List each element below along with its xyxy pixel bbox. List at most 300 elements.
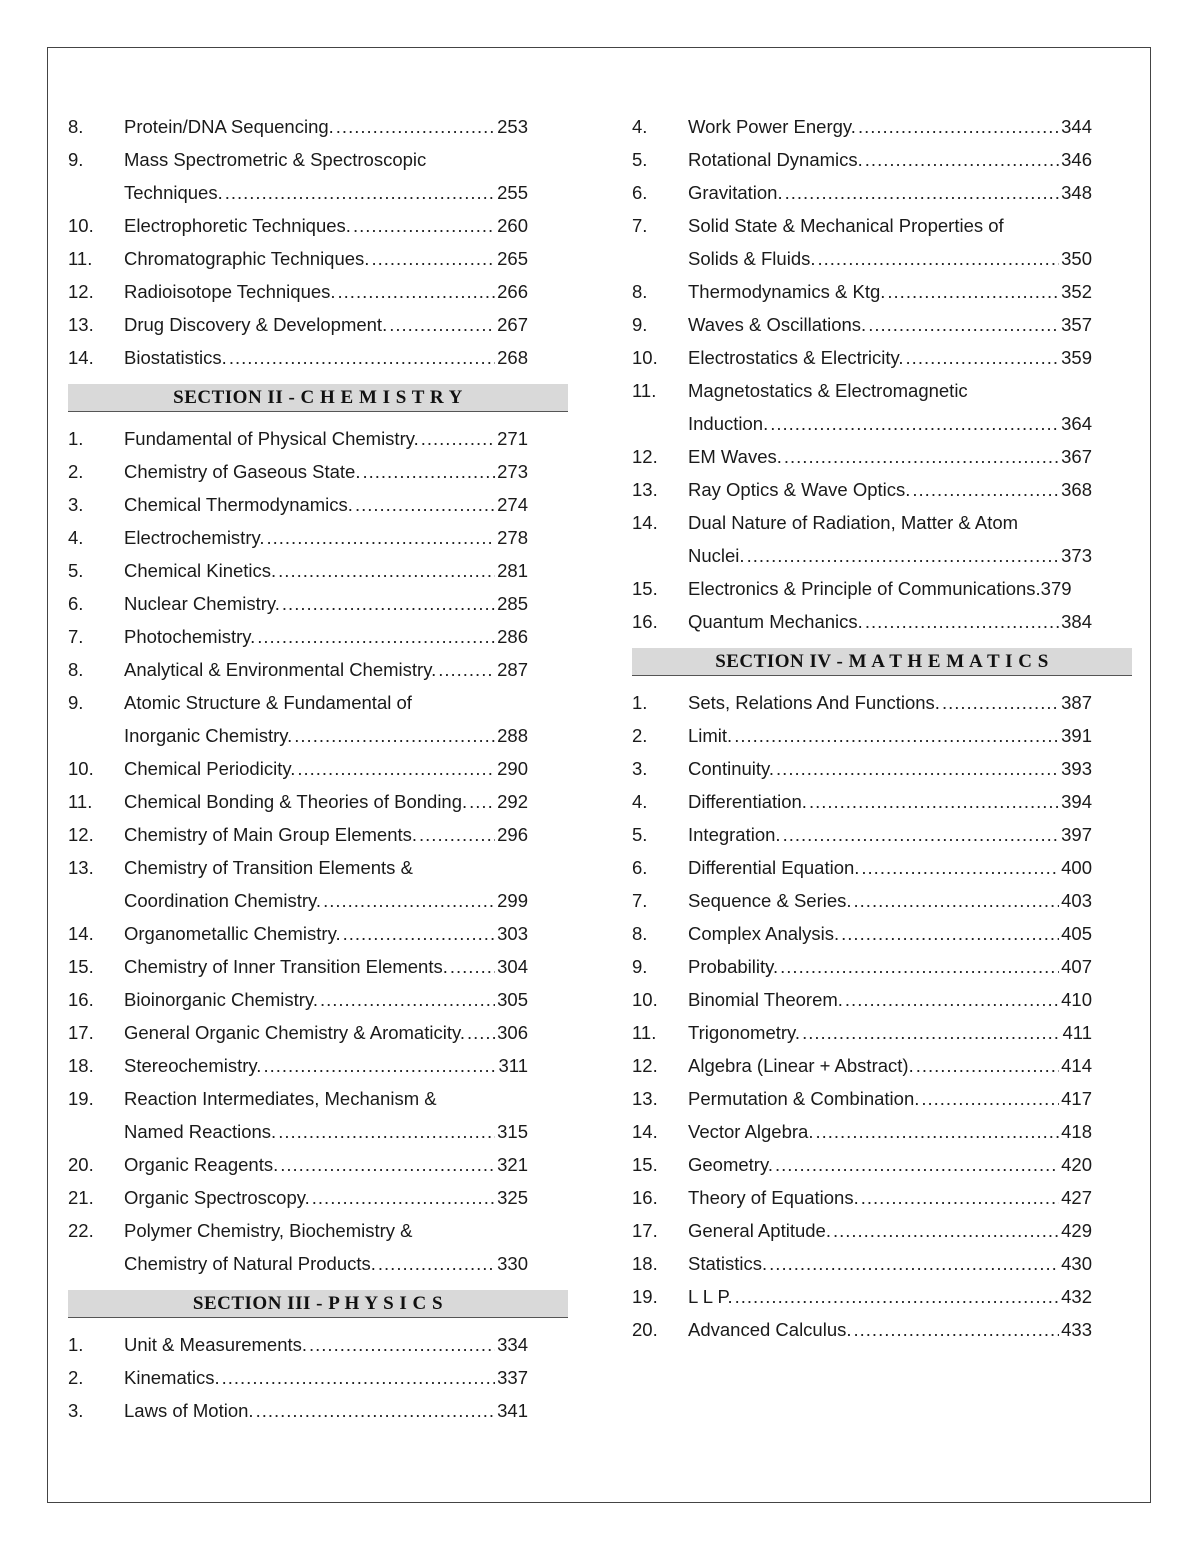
dot-leader (942, 686, 1059, 719)
entry-title: General Organic Chemistry & Aromaticity. (124, 1022, 465, 1043)
entry-title: Kinematics. (124, 1367, 220, 1388)
entry-number: 9. (68, 692, 84, 713)
toc-entry (68, 686, 568, 719)
entry-title: Differentiation. (688, 791, 807, 812)
section-heading: SECTION IV - M A T H E M A T I C S (632, 648, 1132, 676)
entry-title: Algebra (Linear + Abstract). (688, 1055, 914, 1076)
toc-entry (632, 275, 1132, 308)
toc-entry (632, 917, 1132, 950)
dot-leader (278, 1115, 495, 1148)
entry-number: 18. (68, 1055, 94, 1076)
toc-entry (68, 488, 568, 521)
dot-leader (865, 605, 1059, 638)
entry-page-number: 357 (1061, 314, 1092, 335)
dot-leader (257, 620, 495, 653)
entry-page-number: 400 (1061, 857, 1092, 878)
section-heading: SECTION II - C H E M I S T R Y (68, 384, 568, 412)
entry-title: Protein/DNA Sequencing. (124, 116, 334, 137)
toc-entry (68, 455, 568, 488)
dot-leader (783, 818, 1060, 851)
entry-title: Gravitation. (688, 182, 783, 203)
entry-title: Polymer Chemistry, Biochemistry & (124, 1220, 413, 1241)
toc-entry (632, 851, 1132, 884)
entry-page-number: 255 (497, 182, 528, 203)
entry-title: Limit. (688, 725, 733, 746)
entry-title: Vector Algebra. (688, 1121, 814, 1142)
dot-leader (280, 1148, 495, 1181)
dot-leader (906, 341, 1060, 374)
dot-leader (775, 1148, 1059, 1181)
dot-leader (833, 1214, 1059, 1247)
toc-entry (68, 521, 568, 554)
dot-leader (312, 1181, 495, 1214)
toc-entry (632, 1148, 1132, 1181)
entry-page-number: 391 (1061, 725, 1092, 746)
dot-leader (747, 539, 1060, 572)
entry-number: 2. (68, 1367, 84, 1388)
entry-title: Inorganic Chemistry. (124, 725, 293, 746)
entry-number: 9. (68, 149, 84, 170)
entry-number: 10. (632, 347, 658, 368)
dot-leader (355, 488, 495, 521)
entry-title: Organometallic Chemistry. (124, 923, 341, 944)
dot-leader (353, 209, 495, 242)
dot-leader (229, 341, 495, 374)
toc-entry (68, 818, 568, 851)
dot-leader (469, 785, 495, 818)
entry-number: 13. (632, 479, 658, 500)
dot-leader (336, 110, 495, 143)
entry-number: 15. (68, 956, 94, 977)
entry-title: Stereochemistry. (124, 1055, 262, 1076)
entry-number: 18. (632, 1253, 658, 1274)
dot-leader (263, 1049, 496, 1082)
toc-entry (632, 572, 1132, 605)
dot-leader (841, 917, 1059, 950)
entry-number: 16. (632, 1187, 658, 1208)
entry-number: 3. (68, 1400, 84, 1421)
entry-title: Magnetostatics & Electromagnetic (688, 380, 968, 401)
entry-page-number: 433 (1061, 1319, 1092, 1340)
toc-entry (68, 209, 568, 242)
toc-entry (632, 1313, 1132, 1346)
entry-title: Organic Reagents. (124, 1154, 279, 1175)
toc-entry (68, 620, 568, 653)
entry-title: Nuclear Chemistry. (124, 593, 280, 614)
entry-title: Quantum Mechanics. (688, 611, 863, 632)
entry-title: Organic Spectroscopy. (124, 1187, 310, 1208)
dot-leader (267, 521, 496, 554)
entry-title: Chemistry of Gaseous State. (124, 461, 361, 482)
entry-number: 20. (68, 1154, 94, 1175)
toc-entry (68, 1394, 568, 1427)
toc-entry (632, 242, 1132, 275)
entry-page-number: 350 (1061, 248, 1092, 269)
toc-entry (632, 440, 1132, 473)
entry-page-number: 273 (497, 461, 528, 482)
toc-entry (632, 308, 1132, 341)
entry-page-number: 379 (1040, 578, 1072, 599)
entry-title: Mass Spectrometric & Spectroscopic (124, 149, 427, 170)
entry-page-number: 407 (1061, 956, 1092, 977)
dot-leader (450, 950, 495, 983)
entry-title: Rotational Dynamics. (688, 149, 863, 170)
toc-entry (632, 818, 1132, 851)
entry-title: Binomial Theorem. (688, 989, 843, 1010)
entry-number: 13. (68, 314, 94, 335)
section-heading: SECTION III - P H Y S I C S (68, 1290, 568, 1318)
toc-entry (68, 1328, 568, 1361)
entry-number: 1. (68, 428, 84, 449)
toc-entry (68, 1214, 568, 1247)
entry-title: Dual Nature of Radiation, Matter & Atom (688, 512, 1019, 533)
entry-number: 8. (68, 659, 84, 680)
entry-page-number: 303 (497, 923, 528, 944)
toc-entry (632, 374, 1132, 407)
toc-entry (68, 785, 568, 818)
entry-number: 5. (632, 149, 648, 170)
dot-leader (887, 275, 1059, 308)
entry-number: 1. (68, 1334, 84, 1355)
toc-entry (632, 341, 1132, 374)
entry-title: Chemistry of Transition Elements & (124, 857, 413, 878)
toc-entry (68, 143, 568, 176)
entry-number: 6. (68, 593, 84, 614)
entry-page-number: 346 (1061, 149, 1092, 170)
dot-leader (256, 1394, 496, 1427)
toc-entry (632, 209, 1132, 242)
entry-number: 19. (632, 1286, 658, 1307)
entry-page-number: 352 (1061, 281, 1092, 302)
dot-leader (912, 473, 1059, 506)
toc-entry (632, 785, 1132, 818)
dot-leader (438, 653, 495, 686)
entry-page-number: 373 (1061, 545, 1092, 566)
entry-title: L L P. (688, 1286, 733, 1307)
entry-title: Chromatographic Techniques. (124, 248, 370, 269)
entry-page-number: 288 (497, 725, 528, 746)
dot-leader (343, 917, 496, 950)
dot-leader (861, 1181, 1059, 1214)
entry-page-number: 267 (497, 314, 528, 335)
entry-title: Solids & Fluids. (688, 248, 816, 269)
entry-page-number: 418 (1061, 1121, 1092, 1142)
entry-title: Differential Equation. (688, 857, 860, 878)
entry-number: 5. (632, 824, 648, 845)
entry-page-number: 286 (497, 626, 528, 647)
entry-title: Unit & Measurements. (124, 1334, 308, 1355)
entry-number: 4. (632, 116, 648, 137)
entry-page-number: 285 (497, 593, 528, 614)
dot-leader (784, 440, 1059, 473)
dot-leader (419, 818, 495, 851)
entry-page-number: 417 (1061, 1088, 1092, 1109)
entry-title: Named Reactions. (124, 1121, 277, 1142)
entry-number: 3. (68, 494, 84, 515)
entry-page-number: 306 (497, 1022, 528, 1043)
entry-title: Continuity. (688, 758, 775, 779)
toc-entry (632, 1082, 1132, 1115)
dot-leader (297, 752, 495, 785)
dot-leader (845, 983, 1059, 1016)
toc-entry (68, 422, 568, 455)
toc-entry (632, 983, 1132, 1016)
entry-title: Chemical Periodicity. (124, 758, 296, 779)
dot-leader (809, 785, 1059, 818)
toc-entry (68, 752, 568, 785)
entry-number: 6. (632, 857, 648, 878)
entry-page-number: 359 (1061, 347, 1092, 368)
entry-number: 16. (632, 611, 658, 632)
dot-leader (421, 422, 495, 455)
entry-number: 13. (68, 857, 94, 878)
entry-page-number: 290 (497, 758, 528, 779)
entry-page-number: 387 (1061, 692, 1092, 713)
entry-page-number: 325 (497, 1187, 528, 1208)
toc-entry (68, 1148, 568, 1181)
dot-leader (865, 143, 1059, 176)
toc-entry (632, 110, 1132, 143)
entry-number: 11. (68, 791, 93, 812)
entry-page-number: 414 (1061, 1055, 1092, 1076)
entry-number: 11. (632, 1022, 657, 1043)
toc-entry (632, 884, 1132, 917)
toc-entry (632, 752, 1132, 785)
dot-leader (734, 719, 1059, 752)
dot-leader (802, 1016, 1060, 1049)
entry-number: 7. (68, 626, 84, 647)
entry-page-number: 394 (1061, 791, 1092, 812)
entry-title: Waves & Oscillations. (688, 314, 867, 335)
entry-number: 15. (632, 1154, 658, 1175)
toc-entry (68, 917, 568, 950)
toc-entry (632, 1049, 1132, 1082)
toc-entry (68, 176, 568, 209)
toc-entry (632, 1016, 1132, 1049)
entry-number: 8. (68, 116, 84, 137)
entry-title: Probability. (688, 956, 779, 977)
dot-leader (769, 1247, 1059, 1280)
dot-leader (776, 752, 1059, 785)
entry-number: 3. (632, 758, 648, 779)
dot-leader (858, 110, 1059, 143)
entry-number: 2. (68, 461, 84, 482)
entry-page-number: 364 (1061, 413, 1092, 434)
entry-page-number: 296 (497, 824, 528, 845)
entry-number: 14. (632, 1121, 658, 1142)
entry-title: Chemical Kinetics. (124, 560, 277, 581)
entry-title: Techniques. (124, 182, 223, 203)
entry-title: Reaction Intermediates, Mechanism & (124, 1088, 437, 1109)
entry-number: 9. (632, 956, 648, 977)
toc-entry (632, 539, 1132, 572)
entry-page-number: 403 (1061, 890, 1092, 911)
toc-entry (632, 407, 1132, 440)
entry-page-number: 427 (1061, 1187, 1092, 1208)
dot-leader (309, 1328, 495, 1361)
entry-page-number: 368 (1061, 479, 1092, 500)
entry-title: Radioisotope Techniques. (124, 281, 336, 302)
entry-title: Work Power Energy. (688, 116, 856, 137)
toc-entry (68, 1181, 568, 1214)
toc-entry (68, 950, 568, 983)
entry-number: 17. (68, 1022, 94, 1043)
entry-title: Statistics. (688, 1253, 768, 1274)
entry-number: 14. (68, 923, 94, 944)
toc-entry (68, 587, 568, 620)
toc-entry (632, 950, 1132, 983)
entry-page-number: 304 (497, 956, 528, 977)
entry-page-number: 274 (497, 494, 528, 515)
toc-column-left (68, 110, 568, 1427)
dot-leader (861, 851, 1059, 884)
entry-number: 8. (632, 281, 648, 302)
entry-page-number: 299 (497, 890, 528, 911)
dot-leader (735, 1280, 1060, 1313)
toc-entry (68, 1016, 568, 1049)
entry-page-number: 253 (497, 116, 528, 137)
entry-title: Electrochemistry. (124, 527, 265, 548)
entry-page-number: 420 (1061, 1154, 1092, 1175)
entry-title: Sequence & Series. (688, 890, 852, 911)
toc-column-right (632, 110, 1132, 1346)
entry-title: Sets, Relations And Functions. (688, 692, 940, 713)
dot-leader (294, 719, 495, 752)
entry-number: 12. (68, 824, 94, 845)
dot-leader (916, 1049, 1059, 1082)
entry-number: 4. (68, 527, 84, 548)
dot-leader (780, 950, 1059, 983)
entry-title: Geometry. (688, 1154, 773, 1175)
toc-entry (632, 605, 1132, 638)
entry-number: 7. (632, 215, 648, 236)
dot-leader (378, 1247, 495, 1280)
entry-title: Atomic Structure & Fundamental of (124, 692, 412, 713)
entry-title: Fundamental of Physical Chemistry. (124, 428, 419, 449)
entry-page-number: 334 (497, 1334, 528, 1355)
dot-leader (371, 242, 495, 275)
entry-number: 4. (632, 791, 648, 812)
entry-title: Permutation & Combination. (688, 1088, 920, 1109)
entry-title: Thermodynamics & Ktg. (688, 281, 886, 302)
entry-number: 14. (68, 347, 94, 368)
entry-page-number: 278 (497, 527, 528, 548)
entry-page-number: 260 (497, 215, 528, 236)
dot-leader (467, 1016, 495, 1049)
dot-leader (222, 1361, 496, 1394)
entry-title: Chemical Bonding & Theories of Bonding. (124, 791, 468, 812)
toc-entry (632, 1247, 1132, 1280)
entry-title: Drug Discovery & Development. (124, 314, 388, 335)
dot-leader (320, 983, 495, 1016)
entry-title: Chemistry of Main Group Elements. (124, 824, 418, 845)
entry-number: 15. (632, 578, 658, 599)
entry-number: 9. (632, 314, 648, 335)
dot-leader (389, 308, 495, 341)
entry-page-number: 405 (1061, 923, 1092, 944)
entry-page-number: 281 (497, 560, 528, 581)
entry-number: 8. (632, 923, 648, 944)
toc-entry (68, 983, 568, 1016)
entry-number: 19. (68, 1088, 94, 1109)
toc-entry (632, 1115, 1132, 1148)
entry-title: Electronics & Principle of Communications. (688, 578, 1041, 599)
entry-title: Theory of Equations. (688, 1187, 859, 1208)
entry-number: 6. (632, 182, 648, 203)
entry-title: Complex Analysis. (688, 923, 840, 944)
toc-entry (632, 473, 1132, 506)
entry-page-number: 268 (497, 347, 528, 368)
entry-page-number: 393 (1061, 758, 1092, 779)
entry-number: 11. (632, 380, 657, 401)
toc-entry (632, 686, 1132, 719)
toc-entry (68, 1049, 568, 1082)
toc-entry (68, 308, 568, 341)
entry-page-number: 411 (1062, 1022, 1092, 1043)
entry-number: 12. (68, 281, 94, 302)
toc-entry (632, 143, 1132, 176)
entry-page-number: 287 (497, 659, 528, 680)
entry-number: 2. (632, 725, 648, 746)
dot-leader (278, 554, 495, 587)
entry-title: Trigonometry. (688, 1022, 801, 1043)
dot-leader (225, 176, 495, 209)
toc-entry (68, 1361, 568, 1394)
entry-title: Nuclei. (688, 545, 745, 566)
entry-page-number: 265 (497, 248, 528, 269)
entry-page-number: 305 (497, 989, 528, 1010)
entry-page-number: 348 (1061, 182, 1092, 203)
toc-entry (68, 884, 568, 917)
entry-number: 12. (632, 446, 658, 467)
toc-entry (68, 341, 568, 374)
entry-page-number: 271 (497, 428, 528, 449)
entry-title: Electrostatics & Electricity. (688, 347, 904, 368)
entry-page-number: 429 (1061, 1220, 1092, 1241)
toc-entry (68, 242, 568, 275)
entry-title: General Aptitude. (688, 1220, 831, 1241)
entry-title: Bioinorganic Chemistry. (124, 989, 318, 1010)
entry-number: 12. (632, 1055, 658, 1076)
entry-number: 13. (632, 1088, 658, 1109)
toc-entry (68, 719, 568, 752)
entry-page-number: 430 (1061, 1253, 1092, 1274)
entry-title: Chemistry of Natural Products. (124, 1253, 376, 1274)
toc-entry (68, 554, 568, 587)
entry-number: 1. (632, 692, 648, 713)
entry-number: 14. (632, 512, 658, 533)
toc-entry (68, 110, 568, 143)
entry-number: 16. (68, 989, 94, 1010)
entry-title: Advanced Calculus. (688, 1319, 852, 1340)
entry-number: 20. (632, 1319, 658, 1340)
entry-number: 11. (68, 248, 93, 269)
entry-page-number: 367 (1061, 446, 1092, 467)
entry-page-number: 432 (1061, 1286, 1092, 1307)
entry-title: EM Waves. (688, 446, 782, 467)
toc-entry (632, 719, 1132, 752)
entry-title: Chemical Thermodynamics. (124, 494, 353, 515)
entry-page-number: 315 (497, 1121, 528, 1142)
entry-page-number: 384 (1061, 611, 1092, 632)
toc-entry (68, 1247, 568, 1280)
entry-title: Electrophoretic Techniques. (124, 215, 351, 236)
entry-page-number: 337 (497, 1367, 528, 1388)
toc-entry (68, 851, 568, 884)
entry-page-number: 397 (1061, 824, 1092, 845)
toc-entry (632, 1214, 1132, 1247)
toc-entry (632, 1181, 1132, 1214)
